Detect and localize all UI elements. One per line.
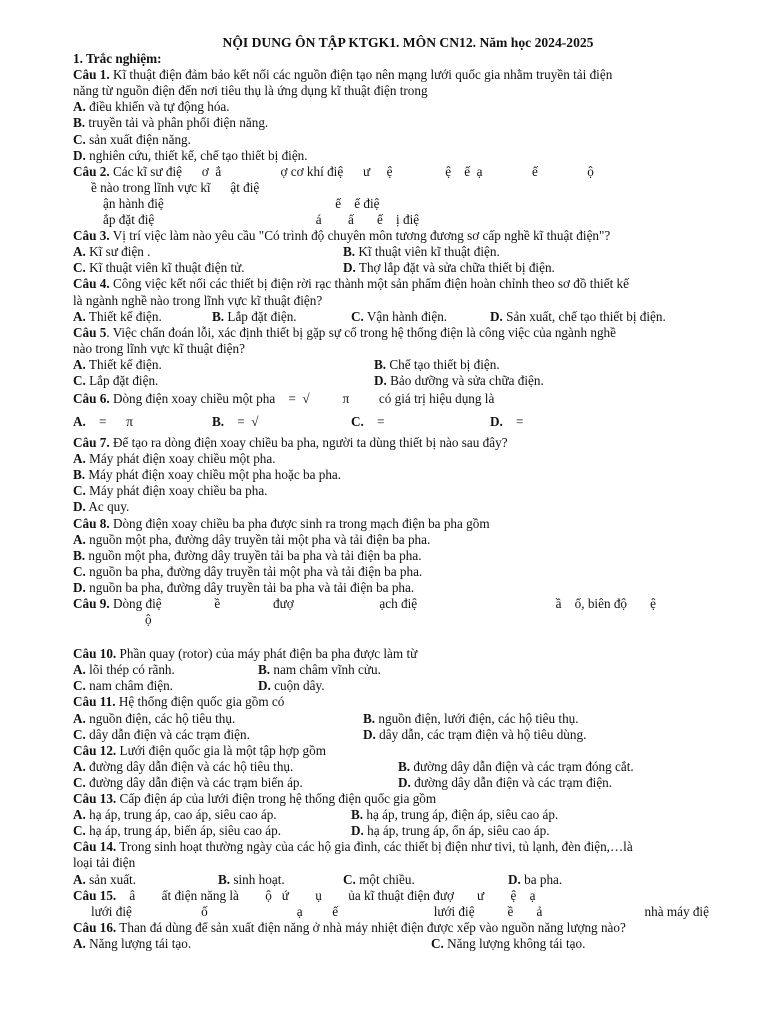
document-page	[73, 35, 743, 952]
question-label: Câu 13.	[73, 791, 117, 807]
question-3	[73, 228, 743, 276]
option-d: D. dây dẫn, các trạm điện và hộ tiêu dùng.	[363, 726, 587, 742]
option-b: B. sinh hoạt.	[218, 871, 285, 887]
question-16	[73, 920, 743, 952]
question-text: Hệ thống điện quốc gia gồm có	[118, 694, 285, 710]
option-b: B. Kĩ thuật viên kĩ thuật điện.	[343, 244, 500, 260]
option-b: B. truyền tải và phân phối điện năng.	[73, 115, 269, 131]
question-text: là ngành nghề nào trong lĩnh vực kĩ thuật điện?	[73, 292, 323, 308]
option-d: D. Bảo dưỡng và sửa chữa điện.	[374, 372, 544, 388]
option-a: A. nguồn một pha, đường dây truyền tải một pha và tải điện ba pha.	[73, 531, 431, 547]
option-c: C. nguồn ba pha, đường dây truyền tải một pha và tải điện ba pha.	[73, 563, 423, 579]
question-text: loại tải điện	[73, 855, 136, 871]
question-label: Câu 6.	[73, 391, 110, 407]
question-text: ộ	[145, 612, 152, 628]
option-d: D. nguồn ba pha, đường dây truyền tải ba pha và tải điện ba pha.	[73, 579, 415, 595]
question-14	[73, 839, 743, 887]
question-9	[73, 596, 743, 646]
question-11	[73, 694, 743, 742]
option-a: A. Năng lượng tái tạo.	[73, 935, 192, 951]
option-b: B. nam châm vĩnh cửu.	[258, 662, 381, 678]
option-a: A. = π	[73, 414, 133, 430]
question-text: . Việc chẩn đoán lỗi, xác định thiết bị gặp sự cố trong hệ thống điện là công việc của ngành nghề	[106, 324, 616, 340]
question-text: năng từ nguồn điện đến nơi tiêu thụ là ứng dụng kĩ thuật điện trong	[73, 83, 428, 99]
question-2	[73, 164, 743, 228]
question-text: Lưới điện quốc gia là một tập hợp gồm	[119, 742, 326, 758]
option-b: B. Máy phát điện xoay chiều một pha hoặc ba pha.	[73, 467, 342, 483]
question-4	[73, 276, 743, 324]
option-c: C. hạ áp, trung áp, biến áp, siêu cao áp.	[73, 823, 282, 839]
question-text: Các kĩ sư điệ ơ ắ ợ cơ khí điệ ư ệ ệ ế ạ ế ộ	[112, 163, 594, 179]
option-d: D. hạ áp, trung áp, ổn áp, siêu cao áp.	[351, 823, 550, 839]
options-line: ắp đặt điệ á ấ ế ị điệ	[103, 212, 420, 228]
option-a: A. đường dây dẫn điện và các hộ tiêu thụ.	[73, 758, 294, 774]
options-line: ận hành điệ ế ế điệ	[103, 195, 380, 211]
option-a: A. sản xuất.	[73, 871, 137, 887]
option-d: D. đường dây dẫn điện và các trạm điện.	[398, 774, 613, 790]
question-text: â ất điện năng là ộ ứ ụ ủa kĩ thuật điện đượ ư ệ ạ	[129, 887, 536, 903]
question-text: Dòng điện xoay chiều một pha = √ π có giá trị hiệu dụng là	[112, 391, 495, 407]
option-b: B. nguồn điện, lưới điện, các hộ tiêu thụ.	[363, 710, 579, 726]
option-a: A. nguồn điện, các hộ tiêu thụ.	[73, 710, 236, 726]
question-text: Dòng điệ ề đượ ạch điệ ầ ố, biên độ ệ	[112, 596, 656, 611]
option-c: C. một chiều.	[343, 871, 415, 887]
question-1	[73, 67, 743, 164]
option-c: C. Lắp đặt điện.	[73, 372, 159, 388]
question-text: lưới điệ ố ạ ế lưới điệ ề ả nhà máy điệ	[91, 903, 709, 919]
question-12	[73, 743, 743, 791]
option-c: C. nam châm điện.	[73, 678, 173, 694]
question-label: Câu 3.	[73, 228, 110, 244]
option-b: B. Chế tạo thiết bị điện.	[374, 356, 500, 372]
question-label: Câu 7.	[73, 435, 110, 451]
option-a: A. Máy phát điện xoay chiều một pha.	[73, 451, 276, 467]
question-text: Kĩ thuật điện đảm bảo kết nối các nguồn điện tạo nên mạng lưới quốc gia nhằm truyền tải điện	[112, 67, 613, 83]
option-c: C. sản xuất điện năng.	[73, 131, 191, 147]
question-text: Than đá dùng để sản xuất điện năng ở nhà máy nhiệt điện được xếp vào nguồn năng lượng nào?	[119, 919, 626, 935]
question-label: Câu 8.	[73, 515, 110, 531]
question-6	[73, 389, 743, 435]
option-c: C. Vận hành điện.	[351, 308, 448, 324]
question-text: Công việc kết nối các thiết bị điện rời rạc thành một sản phẩm điện hoàn chỉnh theo sơ đồ thiết kế	[112, 276, 629, 292]
question-text: Dòng điện xoay chiều ba pha được sinh ra trong mạch điện ba pha gồm	[112, 515, 490, 531]
option-a: A. Thiết kế điện.	[73, 308, 162, 324]
question-label: Câu 2.	[73, 163, 110, 179]
question-7	[73, 435, 743, 515]
question-text: ề nào trong lĩnh vực kĩ ật điệ	[91, 179, 260, 195]
question-8	[73, 516, 743, 596]
option-c: C. dây dẫn điện và các trạm điện.	[73, 726, 250, 742]
question-label: Câu 16.	[73, 919, 117, 935]
option-d: D. Ac quy.	[73, 499, 130, 515]
option-c: C. đường dây dẫn điện và các trạm biến áp.	[73, 774, 303, 790]
question-text: Vị trí việc làm nào yêu cầu "Có trình độ chuyên môn tương đương sơ cấp nghề kĩ thuật điện"?	[112, 228, 611, 244]
option-d: D. Thợ lắp đặt và sửa chữa thiết bị điện.	[343, 260, 555, 276]
question-label: Câu 1.	[73, 67, 110, 83]
question-5	[73, 325, 743, 389]
option-a: A. lõi thép có rãnh.	[73, 662, 175, 678]
option-b: B. nguồn một pha, đường dây truyền tải ba pha và tải điện ba pha.	[73, 547, 422, 563]
question-label: Câu 5	[73, 324, 107, 340]
question-text: Phần quay (rotor) của máy phát điện ba pha được làm từ	[119, 646, 418, 662]
question-label: Câu 10.	[73, 646, 117, 662]
option-d: D. =	[490, 414, 524, 430]
document-title: NỘI DUNG ÔN TẬP KTGK1. MÔN CN12. Năm học 2024-2025	[222, 35, 594, 50]
question-13	[73, 791, 743, 839]
option-a: A. hạ áp, trung áp, cao áp, siêu cao áp.	[73, 807, 277, 823]
option-b: B. Lắp đặt điện.	[212, 308, 297, 324]
option-a: A. Thiết kế điện.	[73, 356, 162, 372]
question-label: Câu 4.	[73, 276, 110, 292]
option-c: C. Năng lượng không tái tạo.	[431, 935, 586, 951]
question-text: Trong sinh hoạt thường ngày của các hộ gia đình, các thiết bị điện như tivi, tủ lạnh, đèn điện,…là	[119, 839, 633, 855]
option-d: D. ba pha.	[508, 871, 563, 887]
option-c: C. Máy phát điện xoay chiều ba pha.	[73, 483, 268, 499]
option-d: D. nghiên cứu, thiết kế, chế tạo thiết bị điện.	[73, 147, 308, 163]
question-label: Câu 14.	[73, 839, 117, 855]
option-d: D. cuộn dây.	[258, 678, 325, 694]
question-label: Câu 11.	[73, 694, 116, 710]
option-b: B. đường dây dẫn điện và các trạm đóng cắt.	[398, 758, 634, 774]
option-b: B. = √	[212, 414, 259, 430]
question-10	[73, 646, 743, 694]
option-a: A. Kĩ sư điện .	[73, 244, 151, 260]
option-b: B. hạ áp, trung áp, điện áp, siêu cao áp.	[351, 807, 559, 823]
option-c: C. Kĩ thuật viên kĩ thuật điện tử.	[73, 260, 245, 276]
option-c: C. =	[351, 414, 385, 430]
blank-space	[73, 628, 743, 646]
question-text: nào trong lĩnh vực kĩ thuật điện?	[73, 340, 245, 356]
option-d: D. Sản xuất, chế tạo thiết bị điện.	[490, 308, 666, 324]
question-label: Câu 15.	[73, 887, 117, 903]
option-a: A. điều khiển và tự động hóa.	[73, 99, 230, 115]
question-text: Cấp điện áp của lưới điện trong hệ thống điện quốc gia gồm	[119, 791, 437, 807]
section-heading: 1. Trắc nghiệm:	[73, 51, 162, 67]
question-15	[73, 888, 743, 920]
question-text: Để tạo ra dòng điện xoay chiều ba pha, người ta dùng thiết bị nào sau đây?	[112, 435, 508, 451]
question-label: Câu 9.	[73, 596, 110, 611]
question-label: Câu 12.	[73, 742, 117, 758]
